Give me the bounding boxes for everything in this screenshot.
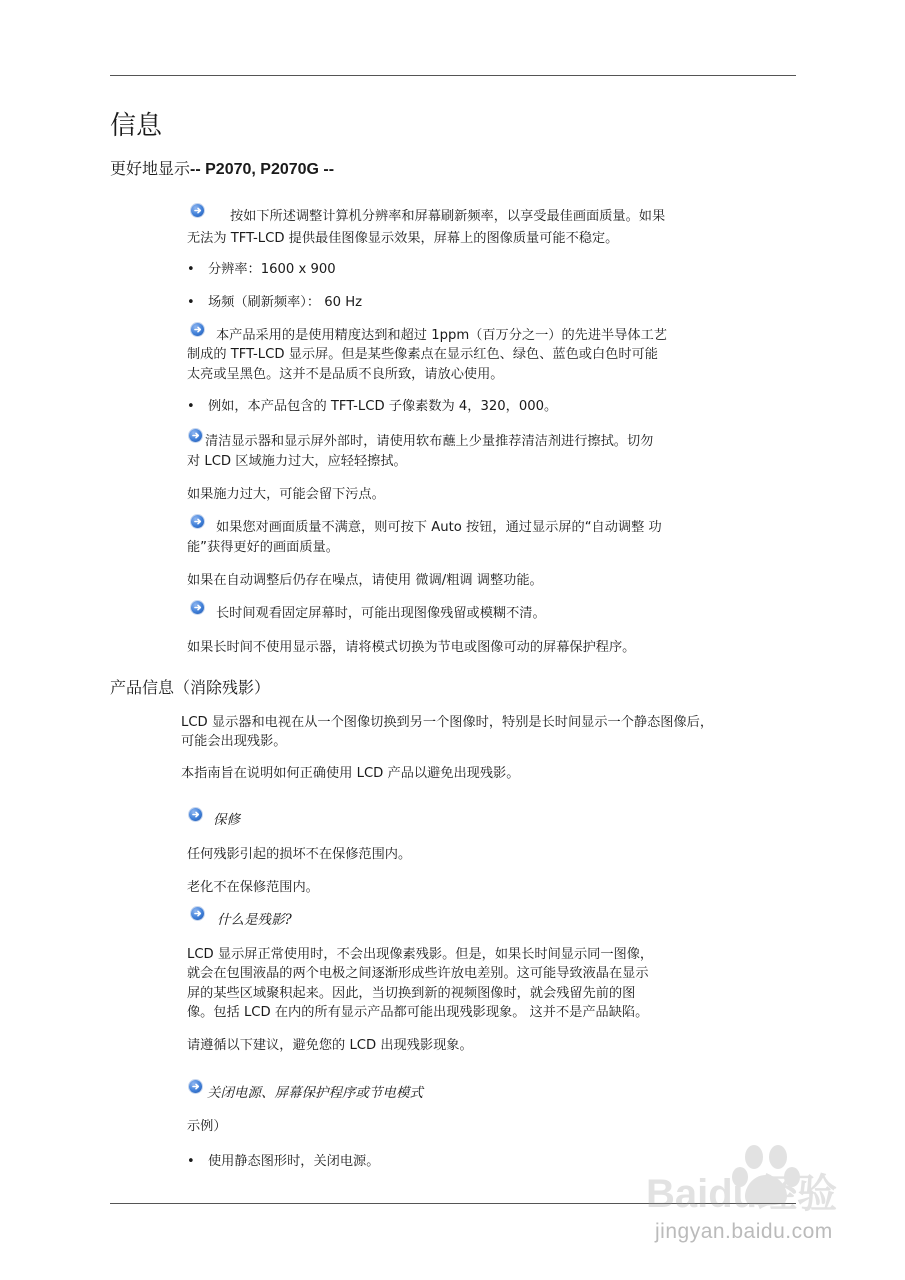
arrow-bullet-icon <box>189 429 202 442</box>
paragraph-line: 太亮或呈黑色。这并不是品质不良所致，请放心使用。 <box>187 367 504 382</box>
arrow-bullet-icon <box>191 907 204 920</box>
bullet-dot: • <box>187 262 195 277</box>
intro-line: 本指南旨在说明如何正确使用 LCD 产品以避免出现残影。 <box>181 766 520 781</box>
warranty-line: 任何残影引起的损坏不在保修范围内。 <box>187 847 412 862</box>
paragraph-line: 对 LCD 区域施力过大，应轻轻擦拭。 <box>187 454 407 469</box>
what-line: 像。包括 LCD 在内的所有显示产品都可能出现残影现象。 这并不是产品缺陷。 <box>187 1005 649 1020</box>
watermark-url: jingyan.baidu.com <box>655 1220 833 1243</box>
section-heading-display <box>110 158 334 181</box>
paragraph-line: 长时间观看固定屏幕时，可能出现图像残留或模糊不清。 <box>216 606 546 621</box>
page-title: 信息 <box>110 111 163 141</box>
bullet-resolution: 分辨率：1600 x 900 <box>208 262 336 277</box>
section-heading-afterimage: 产品信息（消除残影） <box>110 678 271 697</box>
warranty-title: 保修 <box>213 812 240 828</box>
bullet-power-off: 使用静态图形时，关闭电源。 <box>208 1154 380 1169</box>
arrow-bullet-icon <box>191 204 204 217</box>
paragraph-line: 能”获得更好的画面质量。 <box>187 540 339 555</box>
paragraph-line: 清洁显示器和显示屏外部时，请使用软布蘸上少量推荐清洁剂进行擦拭。切勿 <box>205 434 654 449</box>
arrow-bullet-icon <box>189 808 202 821</box>
bullet-dot: • <box>187 295 195 310</box>
what-line: 就会在包围液晶的两个电极之间逐渐形成些许放电差别。这可能导致液晶在显示 <box>187 966 649 981</box>
arrow-bullet-icon <box>191 323 204 336</box>
paragraph-line: 无法为 TFT-LCD 提供最佳图像显示效果，屏幕上的图像质量可能不稳定。 <box>187 231 619 246</box>
what-is-afterimage-title: 什么是残影? <box>217 912 292 928</box>
warranty-line: 老化不在保修范围内。 <box>187 880 319 895</box>
power-off-title: 关闭电源、屏幕保护程序或节电模式 <box>207 1085 423 1101</box>
bullet-dot: • <box>187 1154 195 1169</box>
paragraph-line: 按如下所述调整计算机分辨率和屏幕刷新频率，以享受最佳画面质量。如果 <box>230 209 666 224</box>
intro-line: LCD 显示器和电视在从一个图像切换到另一个图像时，特别是长时间显示一个静态图像后， <box>181 715 714 730</box>
paragraph-line: 本产品采用的是使用精度达到和超过 1ppm（百万分之一）的先进半导体工艺 <box>216 328 667 343</box>
heading-model: -- P2070, P2070G -- <box>190 161 335 178</box>
paragraph-note: 如果施力过大，可能会留下污点。 <box>187 487 385 502</box>
intro-line: 可能会出现残影。 <box>181 734 287 749</box>
example-label: 示例） <box>187 1119 227 1134</box>
paragraph-line: 如果您对画面质量不满意，则可按下 Auto 按钮，通过显示屏的“自动调整 功 <box>216 520 662 535</box>
paragraph-line: 制成的 TFT-LCD 显示屏。但是某些像素点在显示红色、绿色、蓝色或白色时可能 <box>187 347 658 362</box>
watermark-logo-text: Baidu经验 <box>646 1172 838 1216</box>
what-line: 屏的某些区域聚积起来。因此，当切换到新的视频图像时，就会残留先前的图 <box>187 986 636 1001</box>
heading-prefix: 更好地显示 <box>110 159 191 178</box>
what-line: LCD 显示屏正常使用时，不会出现像素残影。但是，如果长时间显示同一图像， <box>187 947 654 962</box>
bullet-example: 例如，本产品包含的 TFT-LCD 子像素数为 4，320，000。 <box>208 399 558 414</box>
arrow-bullet-icon <box>191 601 204 614</box>
paragraph-note: 如果长时间不使用显示器，请将模式切换为节电或图像可动的屏幕保护程序。 <box>187 640 636 655</box>
arrow-bullet-icon <box>189 1080 202 1093</box>
baidu-paw-watermark-icon <box>642 1135 882 1270</box>
bullet-dot: • <box>187 399 195 414</box>
arrow-bullet-icon <box>191 515 204 528</box>
bullet-frequency: 场频（刷新频率）： 60 Hz <box>208 295 363 310</box>
top-rule <box>110 75 796 76</box>
paragraph-note: 如果在自动调整后仍存在噪点，请使用 微调/粗调 调整功能。 <box>187 573 543 588</box>
advice-line: 请遵循以下建议，避免您的 LCD 出现残影现象。 <box>187 1038 473 1053</box>
